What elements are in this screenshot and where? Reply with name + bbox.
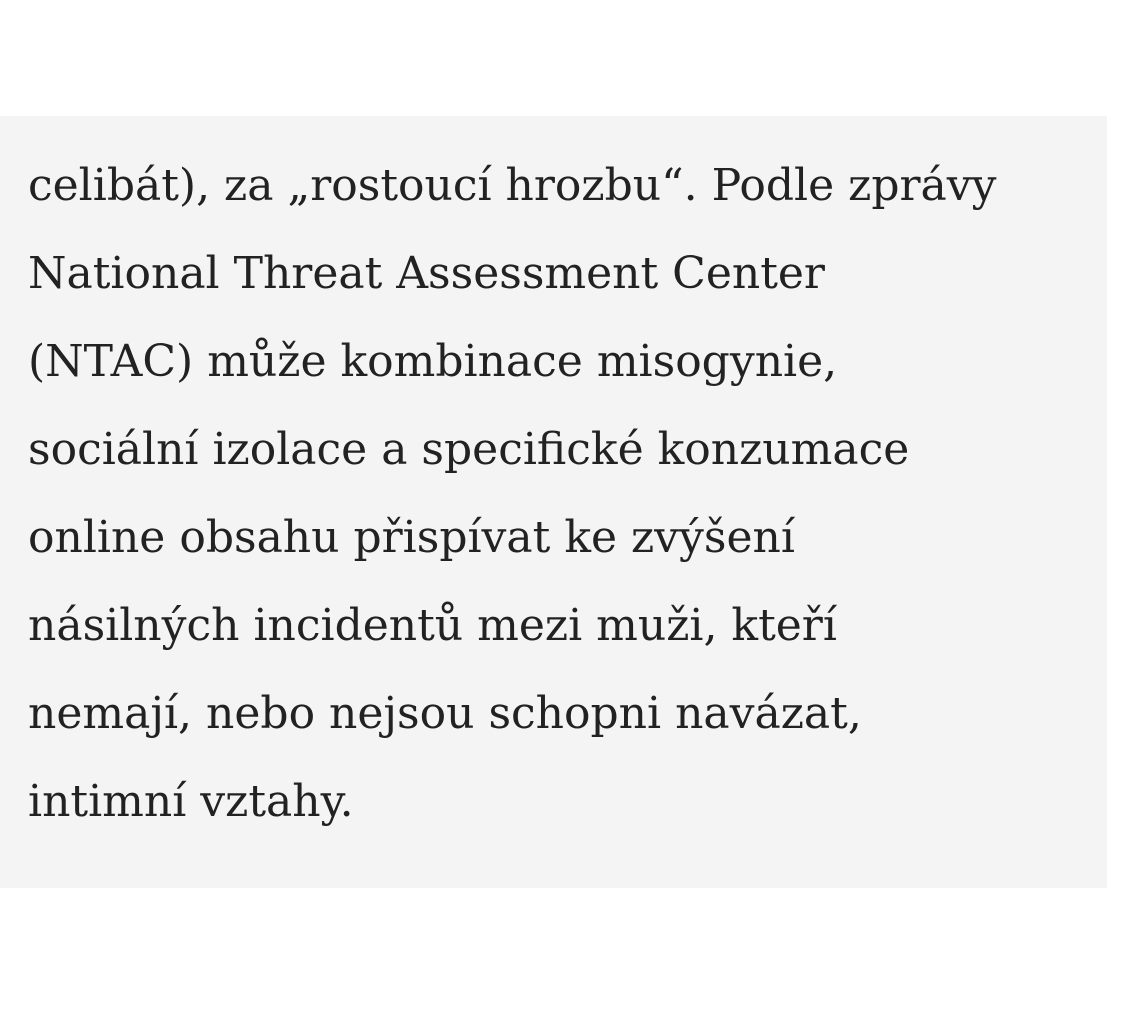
paragraph-line: nemají, nebo nejsou schopni navázat, <box>28 688 862 739</box>
paragraph-line: celibát), za „rostoucí hrozbu“. Podle zprávy <box>28 160 997 211</box>
paragraph-text <box>28 142 1083 846</box>
paragraph-line: intimní vztahy. <box>28 776 354 827</box>
highlighted-paragraph-block <box>0 116 1107 888</box>
paragraph-line: online obsahu přispívat ke zvýšení <box>28 512 795 563</box>
paragraph-line: násilných incidentů mezi muži, kteří <box>28 600 837 651</box>
paragraph-line: National Threat Assessment Center <box>28 248 825 299</box>
paragraph-line: (NTAC) může kombinace misogynie, <box>28 336 838 387</box>
paragraph-line: sociální izolace a specifické konzumace <box>28 424 910 475</box>
